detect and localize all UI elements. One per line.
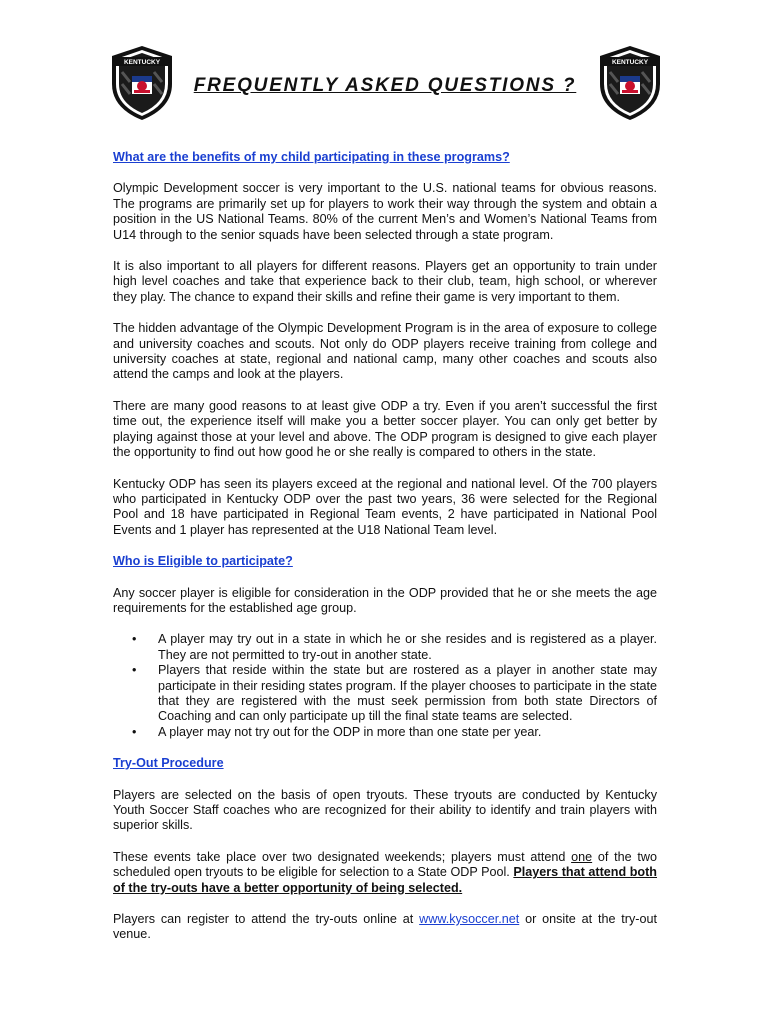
tryout-3-text-b: or onsite at the try-out venue. (113, 912, 657, 942)
paragraph-tryout-3 (113, 912, 657, 943)
question-tryout: Try-Out Procedure (113, 756, 224, 771)
tryout-2-emphasis: Players that attend both of the try-outs have a better opportunity of being selected. (113, 865, 658, 895)
paragraph-benefits-2: It is also important to all players for different reasons. Players get an opportunity to train under high level coaches and take that experience back to their club, team, high school, or wherever they play. The chance to expand their skills and refine their game is very important to them. (113, 259, 657, 304)
bullet-icon: • (132, 632, 137, 647)
list-item-text: A player may not try out for the ODP in more than one state per year. (158, 724, 542, 739)
tryout-2-underlined-word: one (571, 849, 593, 864)
tryout-2-text-a: These events take place over two designated weekends; players must attend (113, 849, 572, 864)
crest-text: KENTUCKY (123, 59, 161, 66)
faq-content (113, 150, 657, 959)
list-item (132, 632, 657, 663)
eligibility-list (113, 632, 657, 740)
list-item-text: A player may try out in a state in which he or she resides and is registered as a player. They are not permitted to try-out in another state. (158, 632, 657, 662)
paragraph-benefits-3: The hidden advantage of the Olympic Development Program is in the area of exposure to college and university coaches and scouts. Not only do ODP players receive training from college and university coaches at state, regional and national camp, many other coaches and scouts also attend the camps and look at the players. (113, 321, 657, 382)
question-benefits: What are the benefits of my child participating in these programs? (113, 150, 510, 164)
paragraph-tryout-2 (113, 850, 657, 896)
kysoccer-link[interactable]: www.kysoccer.net (419, 912, 520, 927)
kentucky-crest-logo-right (596, 44, 664, 122)
page-title: FREQUENTLY ASKED QUESTIONS ? (193, 75, 577, 96)
paragraph-eligibility: Any soccer player is eligible for consideration in the ODP provided that he or she meets the age requirements for the established age group. (113, 585, 657, 615)
paragraph-benefits-1: Olympic Development soccer is very important to the U.S. national teams for obvious reasons. The programs are primarily set up for players to work their way through the system and obtain a position in the US National Teams. 80% of the current Men’s and Women’s National Teams from U14 through to the senior squads have been selected through a state program. (113, 181, 657, 242)
tryout-2-text-b: of the two scheduled open tryouts to be eligible for selection to a State ODP Pool. (113, 849, 657, 880)
bullet-icon: • (132, 724, 137, 739)
list-item (132, 663, 657, 725)
paragraph-benefits-5: Kentucky ODP has seen its players exceed at the regional and national level. Of the 700 players who participated in Kentucky ODP over the past two years, 36 were selected for the Regional Pool and 18 have participated in Regional Team events, 2 have participated in National Pool Events and 1 player has represented at the U18 National Team level. (113, 476, 657, 537)
list-item-text: Players that reside within the state but are rostered as a player in another state may participate in their residing states program. If the player chooses to participate in the state that they are registered with the must seek permission from both state Directors of Coaching and can only participate up till the final state teams are selected. (158, 663, 657, 724)
crest-text: KENTUCKY (611, 59, 649, 66)
paragraph-tryout-1: Players are selected on the basis of open tryouts. These tryouts are conducted by Kentucky Youth Soccer Staff coaches who are recognized for their ability to identify and train players with superior skills. (113, 787, 657, 833)
question-eligibility: Who is Eligible to participate? (113, 554, 293, 569)
bullet-icon: • (132, 663, 137, 678)
list-item (132, 724, 657, 740)
paragraph-benefits-4: There are many good reasons to at least give ODP a try. Even if you aren’t successful the first time out, the experience itself will make you a better soccer player. You can only get better by playing against those at your level and above. The ODP program is designed to give each player the opportunity to find out how good he or she really is compared to others in the state. (113, 398, 657, 460)
tryout-3-text-a: Players can register to attend the try-outs online at (113, 912, 420, 927)
